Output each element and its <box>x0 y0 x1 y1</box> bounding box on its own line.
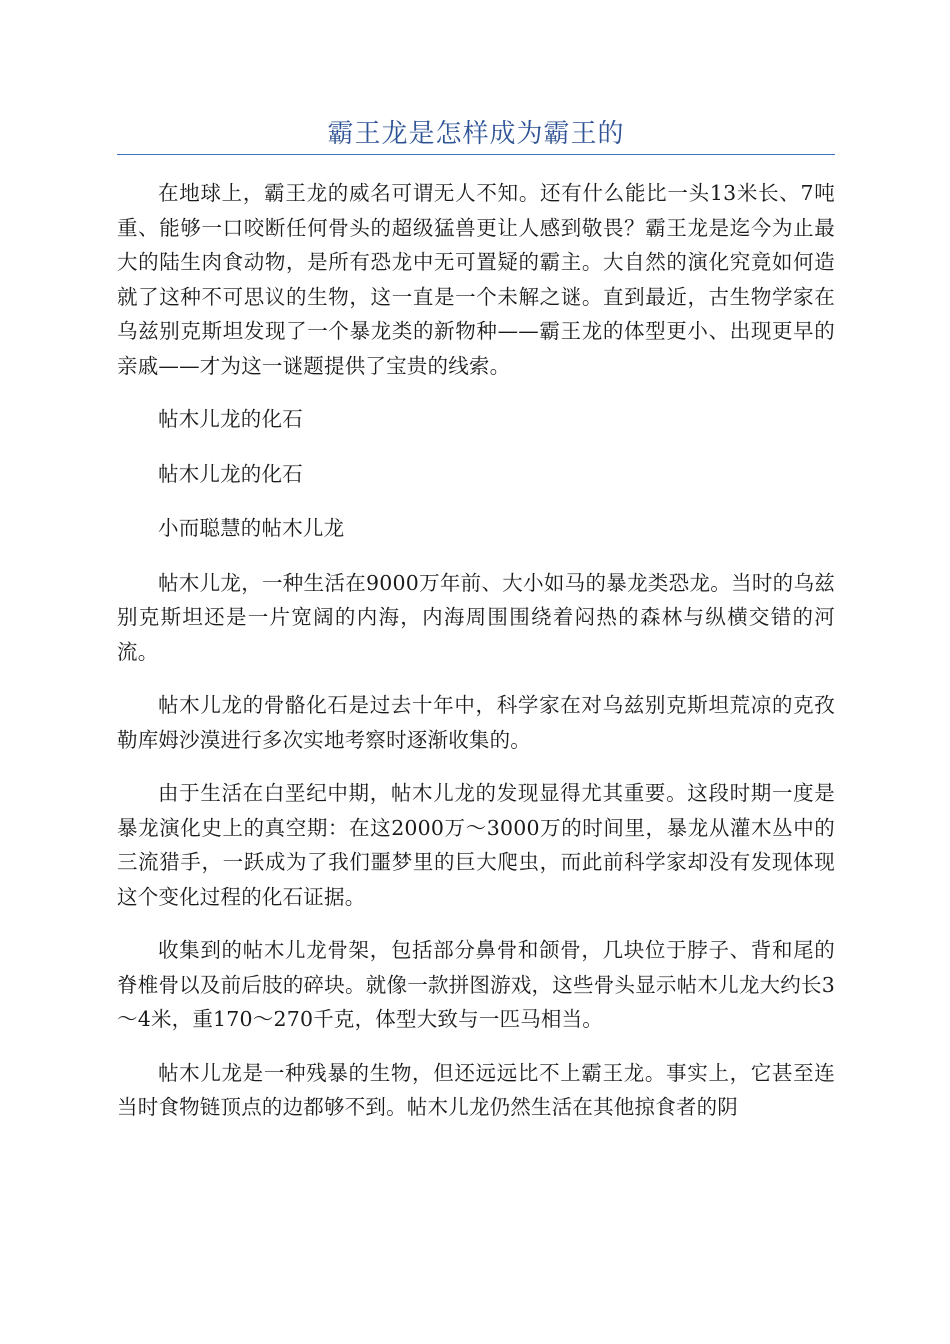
paragraph: 由于生活在白垩纪中期，帖木儿龙的发现显得尤其重要。这段时期一度是暴龙演化史上的真空期：在这2000万～3000万的时间里，暴龙从灌木丛中的三流猎手，一跃成为了我们噩梦里的巨大爬虫，而此前科学家却没有发现体现这个变化过程的化石证据。 <box>117 781 835 909</box>
paragraph-caption: 帖木儿龙的化石 <box>158 407 303 431</box>
section-heading: 小而聪慧的帖木儿龙 <box>158 516 345 540</box>
paragraph: 帖木儿龙的骨骼化石是过去十年中，科学家在对乌兹别克斯坦荒凉的克孜勒库姆沙漠进行多次实地考察时逐渐收集的。 <box>117 693 835 752</box>
title-underline <box>117 154 835 155</box>
page-title: 霸王龙是怎样成为霸王的 <box>327 119 625 149</box>
paragraph-caption: 帖木儿龙的化石 <box>158 461 303 486</box>
paragraph: 帖木儿龙，一种生活在9000万年前、大小如马的暴龙类恐龙。当时的乌兹别克斯坦还是一片宽阔的内海，内海周围围绕着闷热的森林与纵横交错的河流。 <box>117 570 835 664</box>
document-body <box>117 176 835 1144</box>
paragraph: 收集到的帖木儿龙骨架，包括部分鼻骨和颌骨，几块位于脖子、背和尾的脊椎骨以及前后肢的碎块。就像一款拼图游戏，这些骨头显示帖木儿龙大约长3～4米，重170～270千克，体型大致与一匹马相当。 <box>117 938 835 1031</box>
paragraph-intro: 在地球上，霸王龙的威名可谓无人不知。还有什么能比一头13米长、7吨重、能够一口咬断任何骨头的超级猛兽更让人感到敬畏？霸王龙是迄今为止最大的陆生肉食动物，是所有恐龙中无可置疑的霸主。大自然的演化究竟如何造就了这种不可思议的生物，这一直是一个未解之谜。直到最近，古生物学家在乌兹别克斯坦发现了一个暴龙类的新物种——霸王龙的体型更小、出现更早的亲戚——才为这一谜题提供了宝贵的线索。 <box>117 181 835 378</box>
paragraph: 帖木儿龙是一种残暴的生物，但还远远比不上霸王龙。事实上，它甚至连当时食物链顶点的边都够不到。帖木儿龙仍然生活在其他掠食者的阴 <box>117 1060 835 1119</box>
